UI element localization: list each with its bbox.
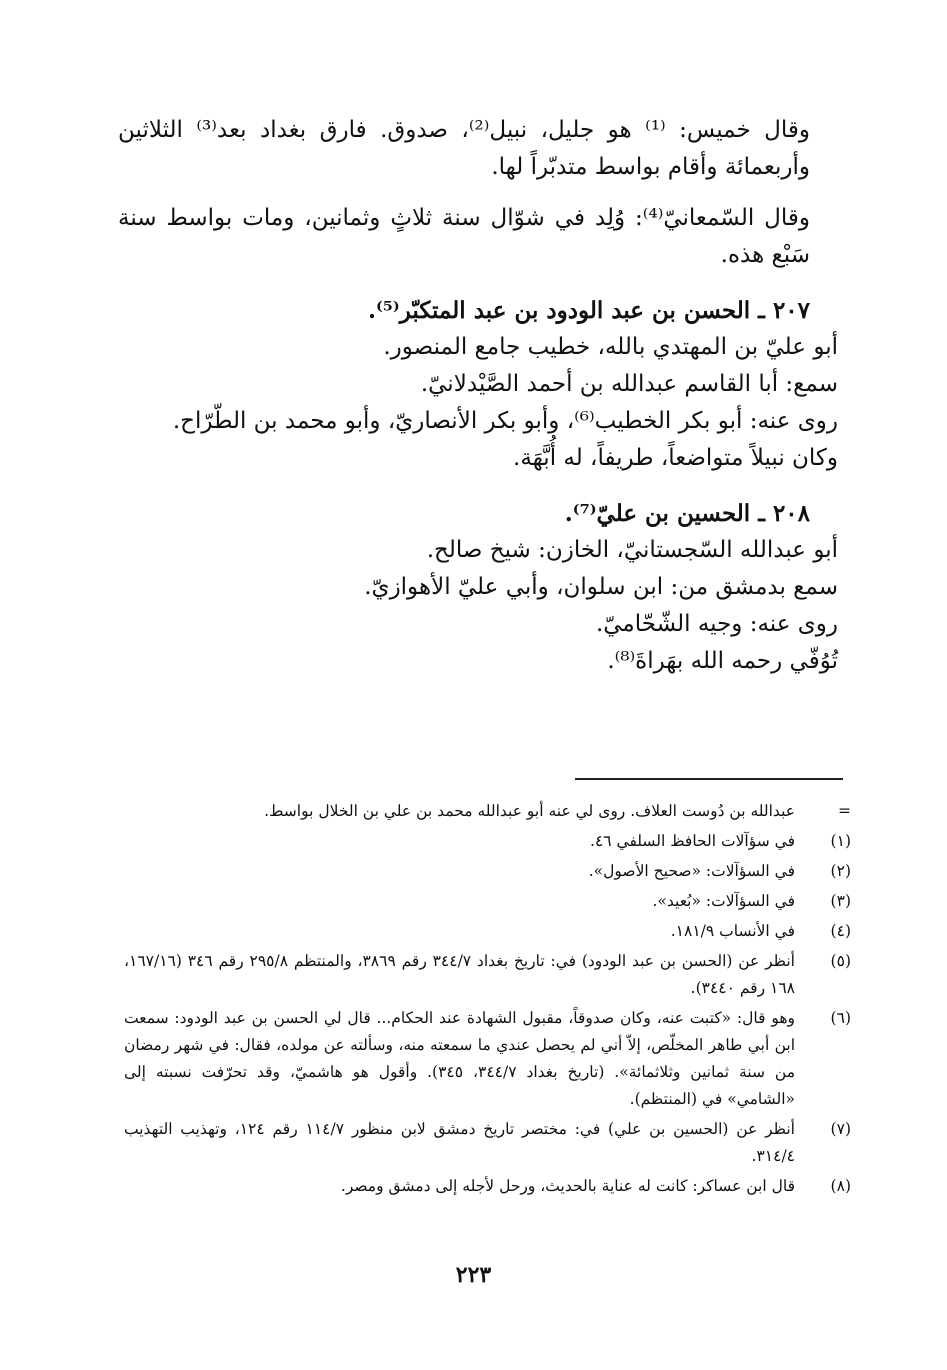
page-number: ٢٢٣ [455, 1262, 492, 1288]
footnote-separator [575, 778, 843, 780]
footnote-8 [124, 1173, 851, 1200]
footnote-7 [124, 1116, 851, 1170]
footnote-3 [124, 888, 851, 915]
entry-208-line-2: سمع بدمشق من: ابن سلوان، وأبي عليّ الأهوازيّ. [364, 574, 838, 600]
footnote-marker: (٣) [830, 892, 851, 910]
footnote-4 [124, 918, 851, 945]
main-text [118, 112, 838, 680]
footnote-marker: (٨) [830, 1177, 851, 1195]
paragraph-samani: وقال السّمعانيّ⁽⁴⁾: وُلِد في شوّال سنة ثلاثٍ وثمانين، ومات بواسط سنة سَبْع هذه. [118, 205, 811, 268]
entry-207-line-2: سمع: أبا القاسم عبدالله بن أحمد الصَّيْدلانيّ. [420, 371, 838, 397]
footnote-1 [124, 828, 851, 855]
footnote-marker: (١) [830, 832, 851, 850]
footnote-marker: (٥) [830, 952, 851, 970]
footnotes [124, 798, 851, 1203]
entry-208-heading: ٢٠٨ ـ الحسين بن عليّ⁽⁷⁾. [564, 500, 810, 527]
entry-207-line-1: أبو عليّ بن المهتدي بالله، خطيب جامع المنصور. [383, 334, 838, 360]
entry-208-line-1: أبو عبدالله السّجستانيّ، الخازن: شيخ صالح. [426, 537, 838, 563]
footnote-text: وهو قال: «كتبت عنه، وكان صدوقاً، مقبول الشهادة عند الحكام... قال لي الحسن بن عبد الودود: سمعت ابن أبي طاهر المخلّص، إلاّ أني لم يحصل عندي ما سمعته منه، وسألته عن مولده، فقال: في شهر رمضان من سنة ثمانين وثلاثمائة». (تاريخ بغداد ٣٤٤/٧، ٣٤٥). وأقول هو هاشميّ، وقد تحرّفت نسبته إلى «الشامي» في (المنتظم). [124, 1009, 795, 1108]
footnote-text: في السؤآلات: «صحيح الأصول». [588, 862, 795, 880]
footnote-text: أنظر عن (الحسين بن علي) في: مختصر تاريخ دمشق لابن منظور ١١٤/٧ رقم ١٢٤، وتهذيب التهذيب ٣١٤/٤. [124, 1120, 795, 1165]
footnote-text: في السؤآلات: «بُعيد». [652, 892, 795, 910]
footnote-text: في الأنساب ١٨١/٩. [670, 922, 795, 940]
entry-207-heading: ٢٠٧ ـ الحسن بن عبد الودود بن عبد المتكبّر⁽⁵⁾. [367, 297, 810, 324]
footnote-text: عبدالله بن دُوست العلاف. روى لي عنه أبو عبدالله محمد بن علي بن الخلال بواسط. [264, 802, 795, 820]
footnote-6 [124, 1005, 851, 1113]
footnote-text: في سؤآلات الحافظ السلفي ٤٦. [590, 832, 795, 850]
footnote-continued [124, 798, 851, 825]
entry-208-line-3: روى عنه: وجيه الشّحّاميّ. [595, 611, 838, 637]
footnote-text: قال ابن عساكر: كانت له عناية بالحديث، ورحل لأجله إلى دمشق ومصر. [340, 1177, 795, 1195]
footnote-marker: (٤) [830, 922, 851, 940]
footnote-marker: (٧) [830, 1120, 851, 1138]
entry-208-line-4: تُوُفّي رحمه الله بهَراةَ⁽⁸⁾. [607, 648, 838, 674]
footnote-5 [124, 948, 851, 1002]
footnote-marker: (٢) [830, 862, 851, 880]
footnote-text: أنظر عن (الحسن بن عبد الودود) في: تاريخ بغداد ٣٤٤/٧ رقم ٣٨٦٩، والمنتظم ٢٩٥/٨ رقم ٣٤٦ (١٦٧/١٦، ١٦٨ رقم ٣٤٤٠). [124, 952, 795, 997]
footnote-2 [124, 858, 851, 885]
footnote-marker: (٦) [830, 1009, 851, 1027]
entry-207-line-4: وكان نبيلاً متواضعاً، طريفاً، له أُبَّهَة. [513, 445, 838, 471]
entry-207-line-3: روى عنه: أبو بكر الخطيب⁽⁶⁾، وأبو بكر الأنصاريّ، وأبو محمد بن الطّرّاح. [172, 408, 838, 434]
footnote-marker: = [838, 802, 851, 820]
paragraph-khamis: وقال خميس: ⁽¹⁾ هو جليل، نبيل⁽²⁾، صدوق. فارق بغداد بعد⁽³⁾ الثلاثين وأربعمائة وأقام بواسط متدبّراً لها. [118, 117, 810, 180]
